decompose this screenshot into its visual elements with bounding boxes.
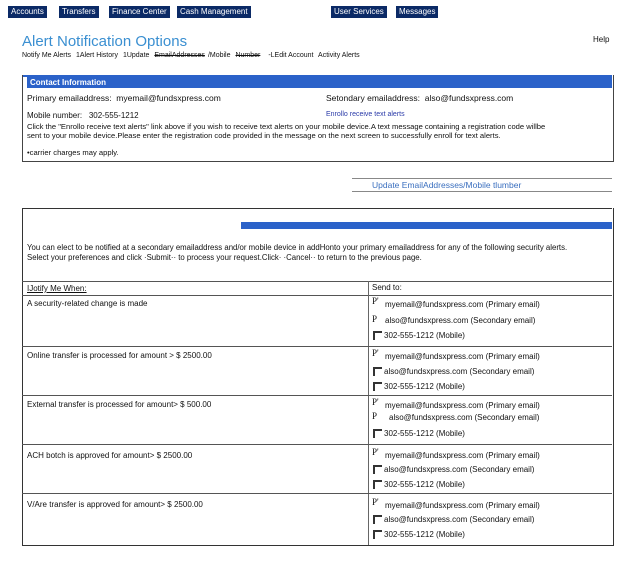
checkbox-primary-online-transfer[interactable]: P' — [372, 348, 379, 358]
dest-mobile: 302-555-1212 (Mobile) — [384, 331, 465, 340]
enroll-text-alerts-link[interactable]: Enrollo receive text alerts — [326, 111, 405, 118]
primary-email-value: myemail@fundsxpress.com — [116, 93, 221, 103]
subnav — [22, 52, 363, 59]
secondary-email-row — [326, 93, 513, 103]
intro-line2: Select your preferences and click ·Submit·· to process your request.Click· ·Cancel·· to return to the previous page. — [27, 253, 422, 262]
mobile-label: Mobile number: — [27, 111, 83, 120]
nav-finance-center[interactable]: Finance Center — [109, 6, 170, 18]
primary-email-label: Primary emailaddress: — [27, 93, 112, 103]
dest-secondary: also@fundsxpress.com (Secondary email) — [385, 316, 536, 325]
nav-accounts[interactable]: Accounts — [8, 6, 47, 18]
intro-line1: You can elect to be notified at a secondary emailaddress and/or mobile device in addHonto your primary emailaddress for any of the following security alerts. — [27, 243, 568, 252]
dest-primary: myemail@fundsxpress.com (Primary email) — [385, 300, 540, 309]
subnav-notify-me-alerts[interactable]: Notify Me Alerts — [22, 52, 72, 59]
table-row-rule — [22, 444, 612, 445]
checkbox-secondary-security[interactable]: P — [372, 314, 378, 324]
col-header-notify-label: IJotify Me When: — [27, 284, 87, 293]
mobile-value: 302-555-1212 — [88, 111, 139, 120]
checkbox-mobile-external-transfer[interactable] — [373, 429, 382, 438]
dest-mobile: 302-555-1212 (Mobile) — [384, 530, 465, 539]
update-contact-link[interactable]: Update EmailAddresses/Mobile tlumber — [372, 180, 522, 190]
dest-mobile: 302-555-1212 (Mobile) — [384, 382, 465, 391]
subnav-update-mobile: /Mobile — [207, 52, 231, 59]
dest-mobile: 302-555-1212 (Mobile) — [384, 480, 465, 489]
enroll-instruction-line2: sent to your mobile device.Please enter the registration code provided in the message on the next screen to successfully enroll for text alerts. — [27, 131, 501, 140]
nav-cash-management[interactable]: Cash Management — [177, 6, 251, 18]
table-row-rule — [22, 346, 612, 347]
help-link[interactable]: Help — [593, 35, 610, 44]
dest-primary: myemail@fundsxpress.com (Primary email) — [385, 352, 540, 361]
nav-user-services[interactable]: User Services — [331, 6, 387, 18]
subnav-update-prefix: 1Update — [122, 52, 150, 59]
subnav-update-contact[interactable] — [123, 52, 263, 59]
checkbox-secondary-wire-transfer[interactable] — [373, 515, 382, 524]
subnav-alert-history[interactable]: 1Alert History — [75, 52, 118, 59]
subnav-activity-alerts[interactable]: Activity Alerts — [318, 52, 360, 59]
secondary-email-value: also@fundsxpress.com — [424, 93, 514, 103]
checkbox-secondary-ach-batch[interactable] — [373, 465, 382, 474]
table-column-divider — [368, 281, 369, 545]
alert-event-external-transfer: External transfer is processed for amount> $ 500.00 — [27, 400, 212, 409]
dest-secondary: also@fundsxpress.com (Secondary email) — [384, 515, 535, 524]
dest-primary: myemail@fundsxpress.com (Primary email) — [385, 401, 540, 410]
checkbox-secondary-external-transfer[interactable]: P — [372, 411, 378, 421]
update-link-top-rule — [352, 178, 612, 179]
dest-secondary: also@fundsxpress.com (Secondary email) — [389, 413, 540, 422]
alerts-header-band — [241, 222, 612, 229]
checkbox-primary-external-transfer[interactable]: P' — [372, 397, 379, 407]
subnav-update-number: Number — [235, 52, 261, 59]
checkbox-secondary-online-transfer[interactable] — [373, 367, 382, 376]
dest-secondary: also@fundsxpress.com (Secondary email) — [384, 465, 535, 474]
checkbox-primary-wire-transfer[interactable]: P' — [372, 497, 379, 507]
col-header-notify — [27, 284, 87, 293]
alert-event-security: A security-related change is made — [27, 299, 148, 308]
checkbox-mobile-security[interactable] — [373, 331, 382, 340]
subnav-edit-account[interactable]: -LEdit Account — [268, 52, 314, 59]
dest-mobile: 302-555-1212 (Mobile) — [384, 429, 465, 438]
primary-email-row — [27, 93, 221, 103]
alert-event-online-transfer: Online transfer is processed for amount > $ 2500.00 — [27, 351, 212, 360]
alert-event-ach-batch: ACH botch is approved for amount> $ 2500.00 — [27, 451, 193, 460]
subnav-update-email: EmailAddresses — [154, 52, 205, 59]
nav-transfers[interactable]: Transfers — [59, 6, 99, 18]
table-header-rule — [22, 295, 612, 296]
dest-primary: myemail@fundsxpress.com (Primary email) — [385, 501, 540, 510]
dest-secondary: also@fundsxpress.com (Secondary email) — [384, 367, 535, 376]
nav-messages[interactable]: Messages — [396, 6, 438, 18]
update-link-bottom-rule — [352, 191, 612, 192]
checkbox-primary-ach-batch[interactable]: P' — [372, 447, 379, 457]
col-header-send-to: Send to: — [372, 283, 402, 292]
checkbox-mobile-online-transfer[interactable] — [373, 382, 382, 391]
secondary-email-label: Setondary emailaddress: — [326, 93, 421, 103]
table-row-rule — [22, 493, 612, 494]
dest-primary: myemail@fundsxpress.com (Primary email) — [385, 451, 540, 460]
contact-header — [27, 77, 612, 88]
table-top-rule — [22, 281, 612, 282]
page-title: Alert Notification Options — [22, 33, 188, 50]
checkbox-mobile-wire-transfer[interactable] — [373, 530, 382, 539]
checkbox-mobile-ach-batch[interactable] — [373, 480, 382, 489]
alert-event-wire-transfer: V/Are transfer is approved for amount> $ 2500.00 — [27, 500, 203, 509]
enroll-instruction-line1: Click the "Enrollo receive text alerts" link above if you wish to receive text alerts on your mobile device.A text message containing a registration code willbe — [27, 122, 546, 131]
carrier-note: •carrier charges may apply. — [27, 148, 119, 157]
contact-header-label: Contact Information — [30, 78, 106, 87]
checkbox-primary-security[interactable]: P' — [372, 296, 379, 306]
mobile-row — [27, 111, 139, 120]
table-row-rule — [22, 395, 612, 396]
